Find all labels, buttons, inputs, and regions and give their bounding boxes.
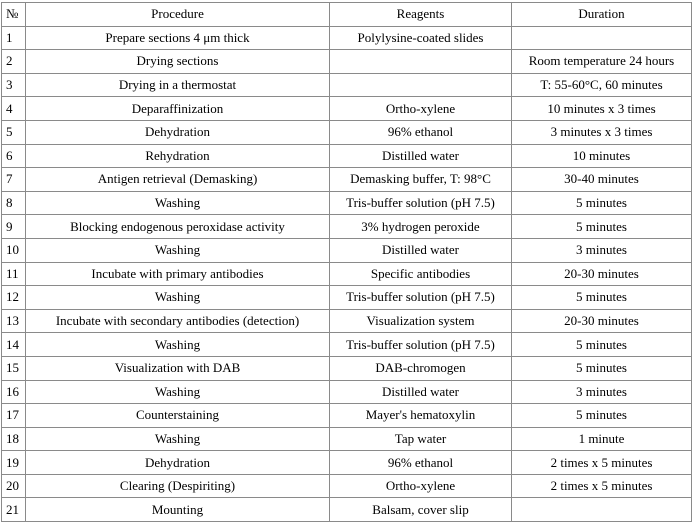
step-duration: 2 times x 5 minutes xyxy=(512,451,692,475)
table-row xyxy=(2,286,692,310)
table-row xyxy=(2,356,692,380)
step-number: 1 xyxy=(2,26,26,50)
step-procedure: Visualization with DAB xyxy=(26,356,330,380)
step-procedure: Dehydration xyxy=(26,451,330,475)
step-reagents: 96% ethanol xyxy=(330,120,512,144)
table-row xyxy=(2,215,692,239)
header-number: № xyxy=(2,3,26,27)
step-duration: 5 minutes xyxy=(512,191,692,215)
step-duration: 10 minutes xyxy=(512,144,692,168)
step-number: 2 xyxy=(2,50,26,74)
table-row xyxy=(2,238,692,262)
step-duration: 2 times x 5 minutes xyxy=(512,474,692,498)
table-row xyxy=(2,380,692,404)
step-procedure: Dehydration xyxy=(26,120,330,144)
step-procedure: Washing xyxy=(26,191,330,215)
step-duration: 5 minutes xyxy=(512,215,692,239)
step-procedure: Mounting xyxy=(26,498,330,522)
step-procedure: Washing xyxy=(26,333,330,357)
step-reagents: Distilled water xyxy=(330,238,512,262)
step-reagents: Ortho-xylene xyxy=(330,97,512,121)
step-reagents: 96% ethanol xyxy=(330,451,512,475)
step-duration: T: 55-60°C, 60 minutes xyxy=(512,73,692,97)
step-number: 19 xyxy=(2,451,26,475)
step-procedure: Drying sections xyxy=(26,50,330,74)
table-row xyxy=(2,333,692,357)
step-duration: 5 minutes xyxy=(512,356,692,380)
step-reagents: Tris-buffer solution (pH 7.5) xyxy=(330,333,512,357)
step-reagents: Ortho-xylene xyxy=(330,474,512,498)
step-procedure: Rehydration xyxy=(26,144,330,168)
step-duration: 3 minutes x 3 times xyxy=(512,120,692,144)
header-procedure: Procedure xyxy=(26,3,330,27)
step-procedure: Deparaffinization xyxy=(26,97,330,121)
step-reagents: DAB-chromogen xyxy=(330,356,512,380)
step-duration: 20-30 minutes xyxy=(512,309,692,333)
table-row xyxy=(2,97,692,121)
step-procedure: Drying in a thermostat xyxy=(26,73,330,97)
step-number: 20 xyxy=(2,474,26,498)
step-duration xyxy=(512,26,692,50)
step-duration: 5 minutes xyxy=(512,286,692,310)
step-number: 16 xyxy=(2,380,26,404)
step-number: 4 xyxy=(2,97,26,121)
step-number: 9 xyxy=(2,215,26,239)
table-row xyxy=(2,191,692,215)
step-procedure: Washing xyxy=(26,238,330,262)
step-duration: 5 minutes xyxy=(512,404,692,428)
table-header xyxy=(2,3,692,27)
step-reagents: Specific antibodies xyxy=(330,262,512,286)
step-number: 8 xyxy=(2,191,26,215)
table-body xyxy=(2,26,692,521)
step-reagents: Mayer's hematoxylin xyxy=(330,404,512,428)
table-row xyxy=(2,309,692,333)
step-reagents: Visualization system xyxy=(330,309,512,333)
step-number: 10 xyxy=(2,238,26,262)
step-number: 12 xyxy=(2,286,26,310)
step-procedure: Prepare sections 4 μm thick xyxy=(26,26,330,50)
step-number: 5 xyxy=(2,120,26,144)
step-reagents: Tap water xyxy=(330,427,512,451)
step-duration: 20-30 minutes xyxy=(512,262,692,286)
step-number: 7 xyxy=(2,168,26,192)
step-reagents xyxy=(330,50,512,74)
step-reagents: Tris-buffer solution (pH 7.5) xyxy=(330,286,512,310)
step-number: 3 xyxy=(2,73,26,97)
step-number: 21 xyxy=(2,498,26,522)
step-procedure: Blocking endogenous peroxidase activity xyxy=(26,215,330,239)
step-procedure: Incubate with primary antibodies xyxy=(26,262,330,286)
step-procedure: Washing xyxy=(26,380,330,404)
header-reagents: Reagents xyxy=(330,3,512,27)
table-row xyxy=(2,427,692,451)
table-row xyxy=(2,474,692,498)
header-row xyxy=(2,3,692,27)
step-duration: 3 minutes xyxy=(512,380,692,404)
table-row xyxy=(2,144,692,168)
step-duration: 10 minutes x 3 times xyxy=(512,97,692,121)
step-reagents: Distilled water xyxy=(330,144,512,168)
step-reagents: Balsam, cover slip xyxy=(330,498,512,522)
step-number: 14 xyxy=(2,333,26,357)
step-duration: 5 minutes xyxy=(512,333,692,357)
table-row xyxy=(2,498,692,522)
step-procedure: Antigen retrieval (Demasking) xyxy=(26,168,330,192)
table-row xyxy=(2,50,692,74)
step-duration xyxy=(512,498,692,522)
step-reagents: Tris-buffer solution (pH 7.5) xyxy=(330,191,512,215)
step-reagents: Demasking buffer, T: 98°C xyxy=(330,168,512,192)
table-row xyxy=(2,120,692,144)
table-row xyxy=(2,451,692,475)
table-row xyxy=(2,26,692,50)
step-procedure: Clearing (Despiriting) xyxy=(26,474,330,498)
table-row xyxy=(2,404,692,428)
step-reagents: Distilled water xyxy=(330,380,512,404)
table-row xyxy=(2,73,692,97)
table-row xyxy=(2,262,692,286)
protocol-table xyxy=(1,2,692,522)
step-reagents: 3% hydrogen peroxide xyxy=(330,215,512,239)
step-procedure: Counterstaining xyxy=(26,404,330,428)
step-duration: Room temperature 24 hours xyxy=(512,50,692,74)
step-number: 11 xyxy=(2,262,26,286)
step-reagents: Polylysine-coated slides xyxy=(330,26,512,50)
header-duration: Duration xyxy=(512,3,692,27)
step-number: 18 xyxy=(2,427,26,451)
step-reagents xyxy=(330,73,512,97)
step-procedure: Incubate with secondary antibodies (detection) xyxy=(26,309,330,333)
step-number: 6 xyxy=(2,144,26,168)
step-duration: 30-40 minutes xyxy=(512,168,692,192)
table-row xyxy=(2,168,692,192)
step-number: 15 xyxy=(2,356,26,380)
step-number: 17 xyxy=(2,404,26,428)
step-procedure: Washing xyxy=(26,427,330,451)
step-number: 13 xyxy=(2,309,26,333)
step-procedure: Washing xyxy=(26,286,330,310)
step-duration: 3 minutes xyxy=(512,238,692,262)
step-duration: 1 minute xyxy=(512,427,692,451)
